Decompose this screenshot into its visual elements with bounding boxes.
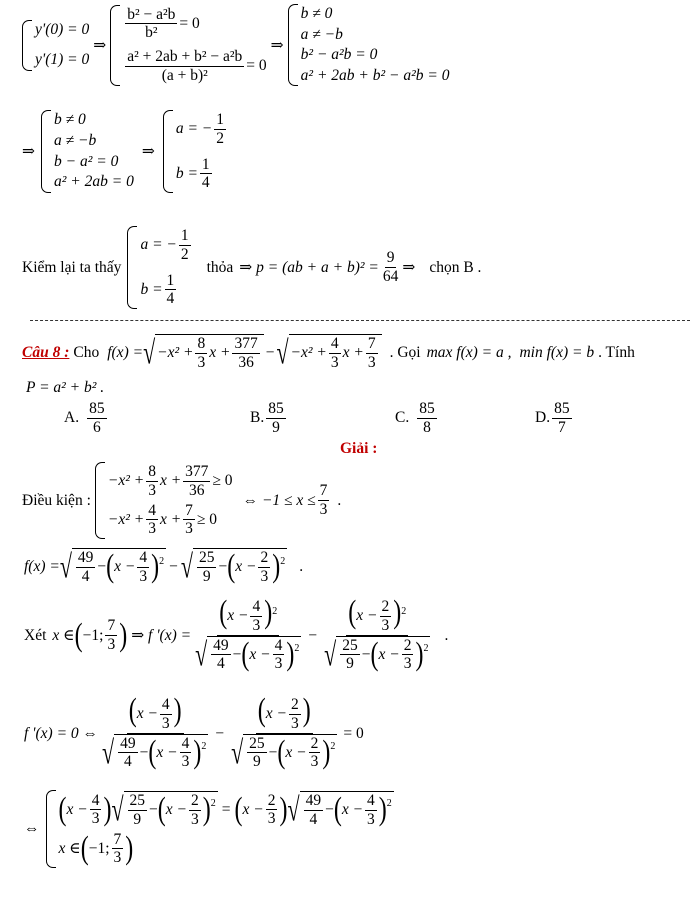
system-final: ( x − $\frac{4}{3}$ ) √ 25 9 − ( x − $\frac{2}{3}$ ) 2 = ( x − $\frac{2}{3}$ ) √ 49 4 − ( x − $\frac{4}{3}$ ) 2 x ∈ ( −1; 7 3 ) [46, 790, 394, 868]
domain-condition: Điều kiện : −x² + $\frac{8}{3}$ x + $\frac{377}{36}$ ≥ 0 −x² + $\frac{4}{3}$ x + $\frac{7}{3}$ ≥ 0 ⇔ −1 ≤ x ≤ $\frac{7}{3}$ . [22, 463, 342, 538]
system-derivative-conditions: y'(0) = 0 y'(1) = 0 ⇒ $\frac{\text{b² − a²b}}{\text{b²}}$ = 0 $\frac{\text{a² + 2ab + b² − a²b}}{\text{(a + b)²}}$ = 0 ⇒ b ≠ 0 a ≠ −b b² − a²b = 0 a² + 2ab + b² − a²b = 0 [22, 4, 449, 86]
system-check-ab: a = − $\frac{1}{2}$ b = $\frac{1}{4}$ [127, 226, 192, 309]
system-conditions-c: b ≠ 0 a ≠ −b b² − a²b = 0 a² + 2ab + b² − a²b = 0 [288, 4, 450, 86]
system-fractions: $\frac{\text{b² − a²b}}{\text{b²}}$ = 0 $\frac{\text{a² + 2ab + b² − a²b}}{\text{(a + b)²}}$ = 0 [110, 5, 266, 86]
derivative-line: Xét x ∈ ( −1; 7 3 ) ⇒ f '(x) = (x − $\frac{4}{3}$ )$^2$ √ 49 4 − ( x − $\frac{4}{3}$ ) 2 − (x − $\frac{2}{3}$ )$^2$ √ 25 9 − ( x − $\frac{2}{3}$ ) 2 . [24, 595, 449, 673]
option-d[interactable]: D. 85 7 [535, 400, 570, 436]
fx-rewritten: f(x) = √ 49 4 − ( x − $\frac{4}{3}$ ) 2 − √ 25 9 − ( x − $\frac{2}{3}$ ) 2 . [24, 547, 304, 585]
section-divider [30, 320, 690, 321]
option-b[interactable]: B. 85 9 [250, 400, 284, 436]
option-c[interactable]: C. 85 8 [395, 400, 435, 436]
sqrt-term-2: √ −x² + $\frac{4}{3}$ x + $\frac{7}{3}$ [276, 334, 381, 372]
system-solution-ab: a = − $\frac{1}{2}$ b = $\frac{1}{4}$ [163, 110, 228, 193]
derivative-zero-line: f '(x) = 0 ⇔ (x − $\frac{4}{3}$ ) √ 49 4 − ( x − $\frac{4}{3}$ ) 2 − (x − $\frac{2}{3}$ ) √ 25 9 − ( x − $\frac{2}{3}$ ) 2 = 0 [24, 693, 364, 771]
sqrt-term-1: √ −x² + $\frac{8}{3}$ x + $\frac{377}{36}$ [143, 334, 264, 372]
final-system: ⇔ ( x − $\frac{4}{3}$ ) √ 25 9 − ( x − $\frac{2}{3}$ ) 2 = ( x − $\frac{2}{3}$ ) √ 49 4 − ( x − $\frac{4}{3}$ ) 2 x ∈ ( −1; 7 3 ) [24, 790, 392, 867]
question-p-definition: P = a² + b² . [26, 379, 105, 396]
system-conditions-d: b ≠ 0 a ≠ −b b − a² = 0 a² + 2ab = 0 [41, 110, 134, 192]
question-8: Câu 8 : Cho f(x) = √ −x² + $\frac{8}{3}$ x + $\frac{377}{36}$ − √ −x² + $\frac{4}{3}$ x + $\frac{7}{3}$ . Gọi max f(x) = a , min f(x) = b . Tính [22, 333, 635, 371]
option-a[interactable]: A. 85 6 [64, 400, 105, 436]
system-domain: −x² + $\frac{8}{3}$ x + $\frac{377}{36}$ ≥ 0 −x² + $\frac{4}{3}$ x + $\frac{7}{3}$ ≥ 0 [95, 462, 233, 539]
check-line: Kiểm lại ta thấy a = − $\frac{1}{2}$ b = $\frac{1}{4}$ thỏa ⇒ p = (ab + a + b)² = $\frac{9}{64}$ ⇒ chọn B . [22, 227, 482, 308]
solution-title: Giải : [340, 440, 378, 457]
system-y-prime: y'(0) = 0 y'(1) = 0 [22, 20, 89, 71]
system-simplified: ⇒ b ≠ 0 a ≠ −b b − a² = 0 a² + 2ab = 0 ⇒ a = − $\frac{1}{2}$ b = $\frac{1}{4}$ [22, 110, 228, 193]
question-label: Câu 8 : [22, 343, 70, 361]
